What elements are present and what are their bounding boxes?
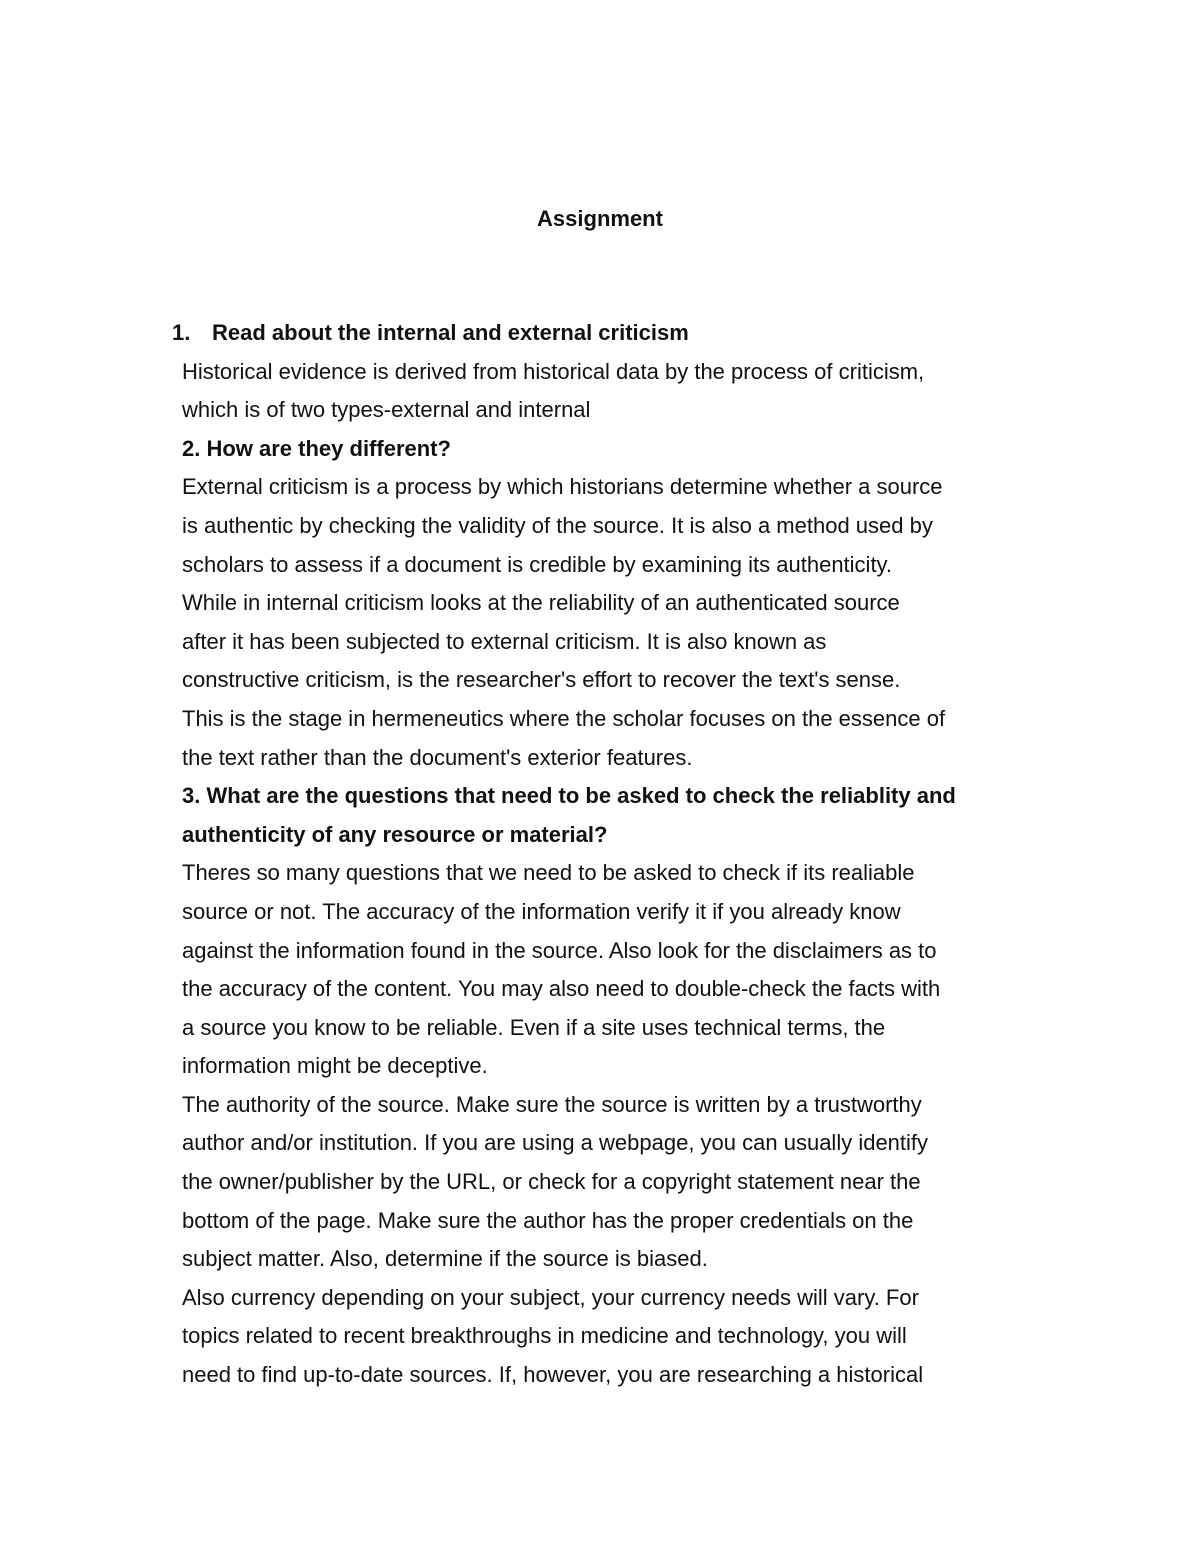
answer-3-line: a source you know to be reliable. Even if a site uses technical terms, the [182,1014,886,1040]
answer-3-line: the accuracy of the content. You may also need to double-check the facts with [182,976,941,1002]
question-3-heading: authenticity of any resource or material? [182,821,608,847]
answer-2-line: External criticism is a process by which historians determine whether a source [182,474,943,500]
document-title: Assignment [537,206,663,231]
answer-3-line: against the information found in the source. Also look for the disclaimers as to [182,937,937,963]
answer-2-line: constructive criticism, is the researcher's effort to recover the text's sense. [182,667,901,693]
answer-2-line: While in internal criticism looks at the reliability of an authenticated source [182,590,900,616]
answer-3-line: subject matter. Also, determine if the source is biased. [182,1246,708,1272]
answer-2-line: This is the stage in hermeneutics where the scholar focuses on the essence of [182,705,946,731]
answer-3-line: Theres so many questions that we need to be asked to check if its realiable [182,860,915,886]
question-2-heading: 2. How are they different? [182,435,451,461]
document-body [172,314,1062,1395]
answer-2-line: the text rather than the document's exterior features. [182,744,693,770]
answer-3-line: bottom of the page. Make sure the author has the proper credentials on the [182,1207,914,1233]
answer-3-line: the owner/publisher by the URL, or check for a copyright statement near the [182,1169,921,1195]
answer-1-line: which is of two types-external and internal [182,397,591,423]
answer-3-line: Also currency depending on your subject, your currency needs will vary. For [182,1284,919,1310]
question-1-number: 1. [172,320,191,345]
answer-3-line: topics related to recent breakthroughs in medicine and technology, you will [182,1323,907,1349]
question-1-heading [172,314,1062,353]
answer-3-line: need to find up-to-date sources. If, however, you are researching a historical [182,1362,924,1388]
answer-3-line: The authority of the source. Make sure the source is written by a trustworthy [182,1091,922,1117]
answer-3-line: source or not. The accuracy of the information verify it if you already know [182,898,901,924]
answer-3-line: author and/or institution. If you are using a webpage, you can usually identify [182,1130,929,1156]
question-3-heading: 3. What are the questions that need to be asked to check the reliablity and [182,783,956,809]
question-1-text: Read about the internal and external criticism [212,320,689,345]
answer-2-line: after it has been subjected to external criticism. It is also known as [182,628,827,654]
answer-2-line: is authentic by checking the validity of the source. It is also a method used by [182,512,933,538]
answer-1-line: Historical evidence is derived from historical data by the process of criticism, [182,358,925,384]
answer-3-line: information might be deceptive. [182,1053,488,1079]
answer-2-line: scholars to assess if a document is credible by examining its authenticity. [182,551,893,577]
